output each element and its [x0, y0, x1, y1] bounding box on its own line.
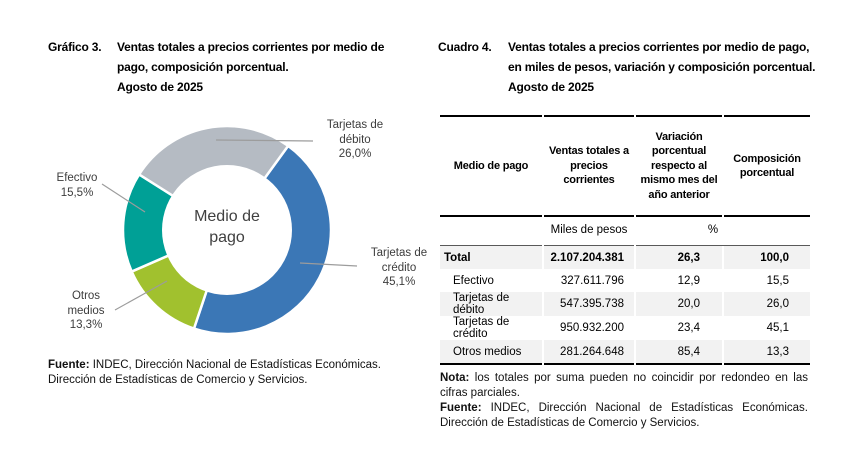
cuadro-notes: [440, 371, 808, 431]
cell-medio: Efectivo: [453, 274, 494, 287]
cuadro-title: Ventas totales a precios corrientes por medio de pago, en miles de pesos, variación y composición porcentual. Agosto de 2025: [508, 40, 816, 94]
callout-tarjetas-debito: [315, 118, 395, 162]
cell-variacion: 20,0: [636, 292, 722, 316]
callout-value: 26,0%: [338, 148, 372, 160]
cuadro-number: Cuadro 4.: [438, 40, 492, 54]
unit-percent: %: [636, 217, 810, 246]
source-text: INDEC, Dirección Nacional de Estadísticas Económicas. Dirección de Estadísticas de Comercio y Servicios.: [48, 359, 381, 386]
table-row-efectivo: [440, 269, 810, 292]
cell-variacion: 26,3: [636, 246, 722, 269]
data-table: [438, 115, 812, 365]
cell-variacion: 85,4: [636, 340, 722, 365]
callout-label: Otros medios: [67, 290, 105, 317]
cell-ventas: 547.395.738: [544, 292, 634, 316]
col-header-variacion: Variación porcentual respecto al mismo mes del año anterior: [636, 115, 722, 217]
cell-composicion: 100,0: [724, 246, 810, 269]
callout-label: Tarjetas de débito: [326, 119, 384, 146]
grafico-date: Agosto de 2025: [117, 80, 203, 94]
cell-variacion: 23,4: [677, 322, 700, 334]
grafico-source: [48, 358, 396, 388]
source-label: Fuente:: [440, 402, 482, 414]
grafico-title-text: Ventas totales a precios corrientes por medio de pago, composición porcentual.: [117, 40, 385, 74]
note-text: los totales por suma pueden no coincidir por redondeo en las cifras parciales.: [440, 372, 808, 399]
callout-efectivo: [42, 171, 112, 200]
unit-empty: [440, 217, 542, 246]
table-row-otros-medios: [440, 340, 810, 365]
cell-ventas: 950.932.200: [560, 322, 624, 334]
cuadro-heading: [438, 37, 820, 97]
cuadro-table: [438, 115, 812, 365]
cell-composicion: 13,3: [724, 340, 810, 365]
table-row-tarjetas-debito: [440, 292, 810, 316]
donut-chart: [28, 100, 432, 362]
col-header-ventas: Ventas totales a precios corrientes: [544, 115, 634, 217]
source-label: Fuente:: [48, 359, 90, 371]
cell-medio: Tarjetas de débito: [440, 292, 542, 316]
table-units-row: [440, 217, 810, 246]
note-paragraph: [440, 371, 808, 401]
cell-medio: Otros medios: [440, 340, 542, 365]
callout-tarjetas-credito: [359, 246, 439, 290]
callout-label: Efectivo: [56, 172, 98, 184]
cell-composicion: 26,0: [724, 292, 810, 316]
cell-ventas: 281.264.648: [544, 340, 634, 365]
source-text: INDEC, Dirección Nacional de Estadísticas Económicas. Dirección de Estadísticas de Comercio y Servicios.: [440, 402, 808, 429]
cell-composicion: 15,5: [766, 274, 789, 287]
col-header-composicion: Composición porcentual: [724, 115, 810, 217]
grafico-title: [117, 37, 409, 97]
table-header-row: [440, 115, 810, 217]
grafico-number: Gráfico 3.: [48, 40, 102, 54]
table-row-total: [440, 246, 810, 269]
cell-medio: Total: [440, 246, 542, 269]
grafico-heading: [48, 37, 409, 97]
cell-medio: Tarjetas de crédito: [453, 316, 510, 340]
table-row-tarjetas-credito: [440, 316, 810, 340]
unit-miles-de-pesos: Miles de pesos: [544, 217, 634, 246]
cell-ventas: 327.611.796: [560, 274, 624, 287]
callout-value: 15,5%: [60, 186, 94, 199]
col-header-medio: Medio de pago: [440, 115, 542, 217]
donut-center-label: Medio de pago: [194, 208, 260, 246]
cell-ventas: 2.107.204.381: [544, 246, 634, 269]
note-label: Nota:: [440, 372, 470, 384]
callout-value: 45,1%: [382, 276, 416, 288]
cell-variacion: 12,9: [677, 274, 700, 287]
callout-label: Tarjetas de crédito: [370, 247, 428, 274]
callout-otros-medios: [56, 289, 116, 333]
source-paragraph: [440, 401, 808, 431]
callout-value: 13,3%: [69, 319, 103, 331]
cell-composicion: 45,1: [766, 322, 789, 334]
